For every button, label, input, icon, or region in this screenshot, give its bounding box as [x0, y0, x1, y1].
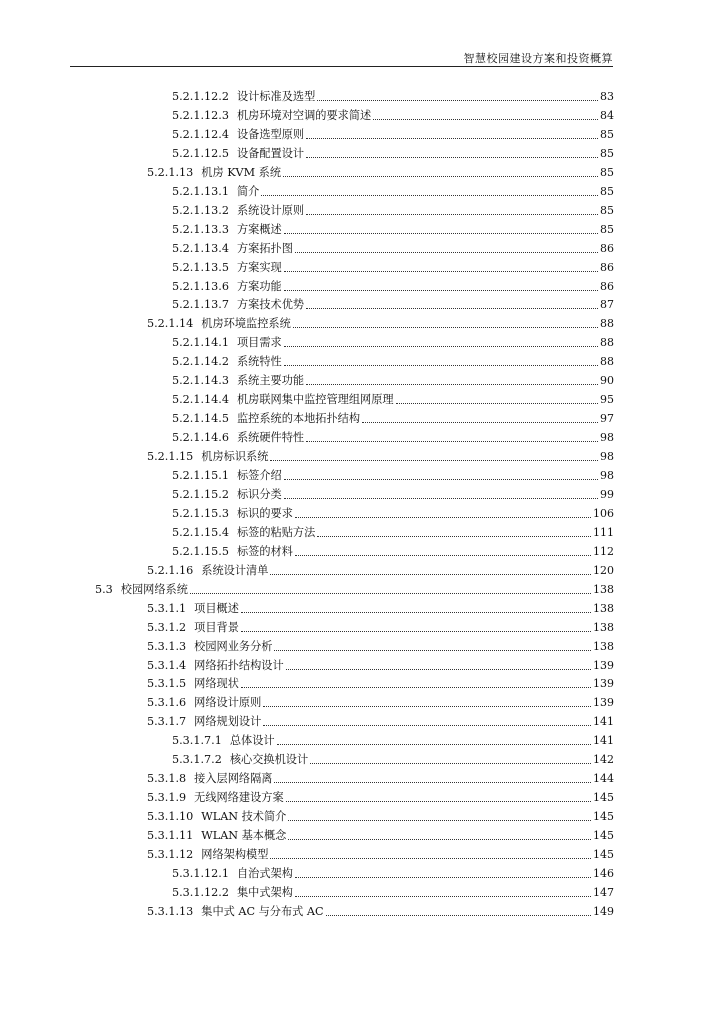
toc-dot-leader — [284, 271, 598, 272]
toc-entry[interactable] — [172, 334, 614, 350]
toc-dot-leader — [288, 820, 591, 821]
toc-dot-leader — [295, 517, 591, 518]
toc-dot-leader — [270, 858, 591, 859]
toc-entry[interactable] — [147, 657, 614, 673]
toc-dot-leader — [190, 593, 591, 594]
toc-entry-title: 网络规划设计 — [194, 715, 262, 729]
toc-entry-title: 机房环境监控系统 — [201, 317, 291, 331]
toc-entry-number: 5.2.1.13.1 — [172, 184, 229, 198]
toc-dot-leader — [317, 536, 591, 537]
toc-entry-number: 5.2.1.16 — [147, 563, 194, 577]
toc-dot-leader — [284, 479, 598, 480]
toc-entry[interactable] — [172, 524, 614, 540]
toc-dot-leader — [310, 763, 591, 764]
toc-entry-page: 85 — [600, 222, 614, 236]
toc-dot-leader — [306, 157, 598, 158]
toc-dot-leader — [295, 896, 591, 897]
toc-entry-number: 5.2.1.12.5 — [172, 146, 229, 160]
toc-entry-page: 85 — [600, 184, 614, 198]
toc-entry[interactable] — [172, 486, 614, 502]
toc-entry-title: 方案技术优势 — [236, 298, 305, 312]
toc-entry-page: 84 — [600, 108, 614, 122]
toc-entry-title: 标识的要求 — [236, 506, 293, 520]
toc-entry[interactable] — [172, 372, 614, 388]
toc-entry-number: 5.3.1.7.1 — [172, 734, 222, 748]
toc-entry-page: 95 — [600, 393, 614, 407]
toc-entry-title: 网络架构模型 — [201, 848, 269, 861]
toc-entry-number: 5.3.1.13 — [147, 904, 194, 918]
toc-entry-number: 5.2.1.13.6 — [172, 279, 229, 293]
toc-dot-leader — [295, 555, 591, 556]
toc-entry[interactable] — [172, 88, 614, 104]
toc-entry-page: 144 — [593, 772, 614, 786]
toc-entry-number: 5.2.1.15.4 — [172, 525, 229, 539]
toc-entry-number: 5.2.1.15.5 — [172, 544, 229, 558]
toc-entry-number: 5.3.1.2 — [147, 620, 187, 634]
toc-entry-number: 5.2.1.13 — [147, 165, 194, 179]
toc-dot-leader — [286, 801, 591, 802]
toc-entry-number: 5.2.1.12.3 — [172, 108, 229, 122]
page-header-title: 智慧校园建设方案和投资概算 — [463, 52, 613, 65]
toc-entry[interactable] — [172, 353, 614, 369]
toc-entry-page: 111 — [593, 525, 614, 539]
toc-entry-title: 方案实现 — [236, 260, 282, 274]
toc-entry-title: 无线网络建设方案 — [194, 791, 284, 805]
toc-entry[interactable] — [147, 903, 614, 919]
toc-entry-title: 机房 KVM 系统 — [201, 165, 282, 179]
toc-entry-page: 99 — [600, 487, 614, 501]
toc-entry-number: 5.2.1.15.1 — [172, 469, 229, 482]
toc-dot-leader — [306, 441, 598, 442]
toc-entry-number: 5.2.1.13.4 — [172, 241, 229, 255]
toc-entry-page: 145 — [593, 848, 614, 861]
toc-entry-number: 5.2.1.12.2 — [172, 90, 229, 103]
toc-entry-title: 总体设计 — [229, 734, 275, 748]
toc-dot-leader — [261, 195, 598, 196]
toc-entry-page: 86 — [600, 260, 614, 274]
toc-entry[interactable] — [147, 789, 614, 805]
toc-entry-page: 83 — [600, 90, 614, 103]
toc-entry-number: 5.3.1.8 — [147, 772, 187, 786]
toc-entry-number: 5.2.1.14.1 — [172, 336, 229, 350]
toc-entry-title: 项目概述 — [194, 601, 239, 615]
toc-entry[interactable] — [147, 713, 614, 729]
toc-entry-page: 149 — [593, 904, 614, 918]
toc-entry-title: 系统主要功能 — [236, 374, 305, 388]
toc-dot-leader — [306, 384, 598, 385]
toc-dot-leader — [362, 422, 598, 423]
toc-entry[interactable] — [172, 240, 614, 256]
toc-entry-page: 142 — [593, 753, 614, 767]
toc-entry[interactable] — [147, 562, 614, 578]
toc-entry[interactable] — [147, 694, 614, 710]
toc-entry-page: 138 — [593, 620, 614, 634]
toc-entry-page: 141 — [593, 734, 614, 748]
toc-dot-leader — [326, 915, 591, 916]
toc-dot-leader — [263, 725, 591, 726]
toc-entry-title: 校园网络系统 — [120, 582, 188, 596]
toc-dot-leader — [295, 252, 598, 253]
toc-entry-title: 集中式架构 — [236, 885, 293, 899]
toc-entry[interactable] — [147, 638, 614, 654]
toc-entry-page: 139 — [593, 658, 614, 672]
toc-entry-page: 112 — [593, 544, 614, 558]
toc-entry-page: 97 — [600, 412, 614, 426]
toc-entry-number: 5.2.1.13.2 — [172, 203, 229, 217]
toc-dot-leader — [286, 669, 591, 670]
toc-entry[interactable] — [172, 410, 614, 426]
toc-dot-leader — [293, 327, 598, 328]
toc-entry[interactable] — [147, 164, 614, 180]
toc-entry[interactable] — [172, 467, 614, 483]
toc-entry-title: WLAN 基本概念 — [201, 829, 287, 843]
toc-entry-title: 网络现状 — [194, 677, 239, 691]
toc-entry-number: 5.2.1.13.3 — [172, 222, 229, 236]
toc-dot-leader — [295, 877, 591, 878]
toc-entry-number: 5.3.1.7 — [147, 715, 187, 729]
toc-entry-page: 85 — [600, 127, 614, 141]
toc-entry-number: 5.3.1.6 — [147, 696, 187, 710]
toc-entry-number: 5.3.1.12.1 — [172, 866, 229, 880]
toc-dot-leader — [284, 365, 598, 366]
toc-entry-title: 机房环境对空调的要求简述 — [236, 108, 372, 122]
toc-entry-title: 系统硬件特性 — [236, 431, 305, 445]
toc-entry[interactable] — [172, 429, 614, 445]
toc-entry-title: 标签介绍 — [236, 469, 282, 482]
toc-entry[interactable] — [172, 505, 614, 521]
toc-entry-page: 88 — [600, 355, 614, 369]
toc-entry-title: 简介 — [236, 184, 260, 198]
toc-entry-number: 5.2.1.15 — [147, 450, 194, 464]
toc-entry-number: 5.3.1.10 — [147, 810, 194, 824]
toc-entry[interactable] — [172, 278, 614, 294]
toc-entry-title: 网络设计原则 — [194, 696, 262, 710]
toc-entry-title: 标签的材料 — [236, 544, 293, 558]
toc-entry-page: 87 — [600, 298, 614, 312]
toc-entry[interactable] — [147, 770, 614, 786]
toc-entry-number: 5.3.1.7.2 — [172, 753, 222, 767]
toc-entry-title: 项目需求 — [236, 336, 282, 350]
toc-entry[interactable] — [172, 296, 614, 312]
toc-entry-number: 5.2.1.14.5 — [172, 412, 229, 426]
toc-entry-page: 98 — [600, 469, 614, 482]
toc-entry-page: 147 — [593, 885, 614, 899]
toc-entry-number: 5.2.1.13.7 — [172, 298, 229, 312]
toc-entry-page: 141 — [593, 715, 614, 729]
toc-entry-page: 85 — [600, 146, 614, 160]
toc-entry-title: 标识分类 — [236, 487, 282, 501]
toc-entry[interactable] — [172, 202, 614, 218]
toc-entry[interactable] — [172, 145, 614, 161]
toc-entry[interactable] — [172, 751, 614, 767]
toc-dot-leader — [241, 687, 591, 688]
toc-entry[interactable] — [147, 619, 614, 635]
toc-entry-title: 方案拓扑图 — [236, 241, 293, 255]
toc-entry-number: 5.3.1.4 — [147, 658, 187, 672]
toc-dot-leader — [288, 839, 591, 840]
toc-entry[interactable] — [147, 675, 614, 691]
toc-entry-title: 系统设计清单 — [201, 563, 269, 577]
toc-entry-number: 5.2.1.15.3 — [172, 506, 229, 520]
toc-entry-page: 88 — [600, 336, 614, 350]
toc-dot-leader — [277, 744, 591, 745]
toc-entry-number: 5.2.1.12.4 — [172, 127, 229, 141]
toc-entry[interactable] — [172, 259, 614, 275]
toc-entry-title: 机房联网集中监控管理组网原理 — [236, 393, 394, 407]
toc-entry-number: 5.3 — [95, 582, 113, 596]
toc-entry-page: 86 — [600, 279, 614, 293]
toc-entry-title: 核心交换机设计 — [229, 753, 309, 767]
header-rule — [70, 66, 613, 67]
toc-entry-page: 90 — [600, 374, 614, 388]
toc-entry-title: 方案功能 — [236, 279, 282, 293]
toc-entry-page: 98 — [600, 431, 614, 445]
toc-dot-leader — [317, 100, 598, 101]
toc-entry[interactable] — [172, 126, 614, 142]
toc-entry-page: 106 — [593, 506, 614, 520]
toc-dot-leader — [284, 346, 598, 347]
toc-entry[interactable] — [172, 183, 614, 199]
toc-entry-page: 139 — [593, 696, 614, 710]
toc-entry[interactable] — [147, 315, 614, 331]
toc-entry-page: 145 — [593, 791, 614, 805]
toc-entry-title: 标签的粘贴方法 — [236, 525, 316, 539]
toc-entry[interactable] — [172, 391, 614, 407]
toc-dot-leader — [373, 119, 598, 120]
toc-entry-page: 88 — [600, 317, 614, 331]
toc-entry-page: 146 — [593, 866, 614, 880]
toc-entry[interactable] — [172, 543, 614, 559]
toc-entry-number: 5.3.1.12 — [147, 848, 194, 861]
toc-dot-leader — [263, 706, 591, 707]
toc-entry-title: 系统设计原则 — [236, 203, 305, 217]
toc-dot-leader — [241, 612, 591, 613]
toc-entry-number: 5.2.1.15.2 — [172, 487, 229, 501]
toc-entry-number: 5.3.1.11 — [147, 829, 194, 843]
toc-dot-leader — [306, 308, 598, 309]
toc-entry-title: 网络拓扑结构设计 — [194, 658, 284, 672]
toc-dot-leader — [270, 460, 598, 461]
toc-entry-page: 85 — [600, 165, 614, 179]
toc-dot-leader — [284, 498, 598, 499]
toc-entry-title: 机房标识系统 — [201, 450, 269, 464]
toc-entry-number: 5.2.1.13.5 — [172, 260, 229, 274]
toc-entry-page: 98 — [600, 450, 614, 464]
toc-entry-title: 接入层网络隔离 — [194, 772, 273, 786]
toc-entry-number: 5.2.1.14.3 — [172, 374, 229, 388]
toc-entry[interactable] — [147, 808, 614, 824]
toc-entry[interactable] — [172, 865, 614, 881]
toc-entry-title: WLAN 技术简介 — [201, 810, 287, 824]
toc-entry[interactable] — [172, 884, 614, 900]
toc-entry[interactable] — [147, 846, 614, 862]
toc-entry[interactable] — [172, 221, 614, 237]
toc-entry-page: 86 — [600, 241, 614, 255]
toc-dot-leader — [306, 214, 598, 215]
toc-entry-number: 5.2.1.14 — [147, 317, 194, 331]
toc-entry-page: 139 — [593, 677, 614, 691]
toc-entry-title: 设备选型原则 — [236, 127, 305, 141]
toc-entry[interactable] — [172, 732, 614, 748]
toc-entry-title: 监控系统的本地拓扑结构 — [236, 412, 361, 426]
toc-entry-page: 138 — [593, 601, 614, 615]
toc-entry-title: 自治式架构 — [236, 866, 293, 880]
toc-entry-number: 5.2.1.14.4 — [172, 393, 229, 407]
toc-entry[interactable] — [147, 827, 614, 843]
toc-entry-number: 5.3.1.12.2 — [172, 885, 229, 899]
toc-entry-page: 138 — [593, 639, 614, 653]
toc-entry-page: 145 — [593, 810, 614, 824]
toc-entry-number: 5.3.1.9 — [147, 791, 187, 805]
toc-dot-leader — [284, 290, 598, 291]
toc-entry-number: 5.2.1.14.2 — [172, 355, 229, 369]
toc-entry[interactable] — [147, 448, 614, 464]
toc-entry-title: 系统特性 — [236, 355, 282, 369]
toc-dot-leader — [306, 138, 598, 139]
toc-entry-title: 校园网业务分析 — [194, 639, 273, 653]
toc-entry-title: 项目背景 — [194, 620, 239, 634]
toc-dot-leader — [241, 631, 591, 632]
toc-dot-leader — [284, 233, 598, 234]
toc-entry-title: 设备配置设计 — [236, 146, 305, 160]
toc-entry-number: 5.3.1.5 — [147, 677, 187, 691]
toc-entry-page: 138 — [593, 582, 614, 596]
toc-entry-page: 85 — [600, 203, 614, 217]
toc-entry-number: 5.2.1.14.6 — [172, 431, 229, 445]
toc-entry-number: 5.3.1.1 — [147, 601, 187, 615]
toc-entry-title: 设计标准及选型 — [236, 90, 316, 103]
toc-dot-leader — [270, 574, 591, 575]
toc-entry-number: 5.3.1.3 — [147, 639, 187, 653]
toc-entry-title: 方案概述 — [236, 222, 282, 236]
toc-entry-title: 集中式 AC 与分布式 AC — [201, 904, 324, 918]
toc-entry[interactable] — [95, 581, 614, 597]
toc-entry-page: 145 — [593, 829, 614, 843]
toc-entry[interactable] — [172, 107, 614, 123]
toc-dot-leader — [274, 782, 591, 783]
toc-dot-leader — [274, 650, 591, 651]
toc-entry[interactable] — [147, 600, 614, 616]
toc-entry-page: 120 — [593, 563, 614, 577]
toc-dot-leader — [283, 176, 598, 177]
toc-dot-leader — [396, 403, 598, 404]
